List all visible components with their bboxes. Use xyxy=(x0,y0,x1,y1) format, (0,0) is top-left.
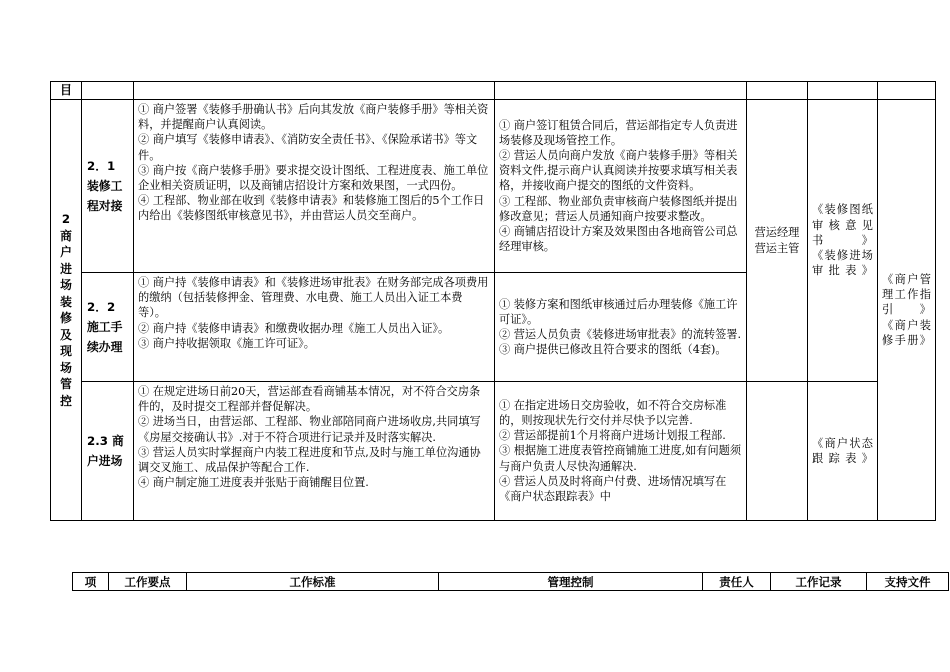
empty-cell xyxy=(134,82,495,100)
record-cell: 《装修图纸审核意见书》 《装修进场审批表》 xyxy=(808,100,878,382)
empty-cell xyxy=(82,82,134,100)
responsible-cell-empty xyxy=(747,382,808,521)
control-cell: ① 装修方案和图纸审核通过后办理装修《施工许可证》。 ② 营运人员负责《装修进场审批表》的流转签署. ③ 商户提供已修改且符合要求的图纸（4套)。 xyxy=(495,273,747,382)
next-table-header xyxy=(72,572,949,591)
empty-cell xyxy=(878,82,936,100)
empty-cell xyxy=(747,82,808,100)
header-row xyxy=(73,573,949,591)
header-col-support: 支持文件 xyxy=(867,573,949,591)
empty-cell xyxy=(495,82,747,100)
responsible-cell: 营运经理 营运主管 xyxy=(747,100,808,382)
work-key-cell: 2．1 装修工程对接 xyxy=(82,100,134,273)
header-col-responsible: 责任人 xyxy=(703,573,771,591)
standard-cell: ① 商户持《装修申请表》和《装修进场审批表》在财务部完成各项费用的缴纳（包括装修押金、管理费、水电费、施工人员出入证工本费等）。 ② 商户持《装修申请表》和缴费收据办理《施工人员出入证》。 ③ 商户持收据领取《施工许可证》。 xyxy=(134,273,495,382)
work-key-cell: 2．2 施工手续办理 xyxy=(82,273,134,382)
standard-cell: ① 商户签署《装修手册确认书》后向其发放《商户装修手册》等相关资料，并提醒商户认真阅读。 ② 商户填写《装修申请表》、《消防安全责任书》、《保险承诺书》等文件。 ③ 商户按《商户装修手册》要求提交设计图纸、工程进度表、施工单位企业相关资质证明，以及商铺店招设计方案和效果图，一式四份。 ④ 工程部、物业部在收到《装修申请表》和装修施工图后的5个工作日内给出《装修图纸审核意见书》，并由营运人员交至商户。 xyxy=(134,100,495,273)
header-col-control: 管理控制 xyxy=(439,573,703,591)
header-col-record: 工作记录 xyxy=(771,573,867,591)
header-col-item: 项 xyxy=(73,573,109,591)
header-col-standard: 工作标准 xyxy=(187,573,439,591)
header-col-key: 工作要点 xyxy=(109,573,187,591)
table-row xyxy=(51,382,936,521)
table-row xyxy=(51,100,936,273)
control-cell: ① 在指定进场日交房验收，如不符合交房标准的，则按现状先行交付并尽快予以完善. ② 营运部提前1个月将商户进场计划报工程部. ③ 根据施工进度表管控商铺施工进度,如有问题须与商户负责人尽快沟通解决. ④ 营运人员及时将商户付费、进场情况填写在《商户状态跟踪表》中 xyxy=(495,382,747,521)
table-row-top xyxy=(51,82,936,100)
work-key-cell: 2.3 商户进场 xyxy=(82,382,134,521)
empty-cell xyxy=(808,82,878,100)
control-cell: ① 商户签订租赁合同后，营运部指定专人负责进场装修及现场管控工作。 ② 营运人员向商户发放《商户装修手册》等相关资料文件,提示商户认真阅读并按要求填写相关表格，并接收商户提交的图纸的文件资料。 ③ 工程部、物业部负责审核商户装修图纸并提出修改意见；营运人员通知商户按要求整改。 ④ 商铺店招设计方案及效果图由各地商管公司总经理审核。 xyxy=(495,100,747,273)
record-cell: 《商户状态跟踪表》 xyxy=(808,382,878,521)
support-cell: 《商户管理工作指引》 《商户装修手册》 xyxy=(878,100,936,521)
standard-cell: ① 在规定进场日前20天，营运部查看商铺基本情况，对不符合交房条件的，及时提交工程部并督促解决。 ② 进场当日，由营运部、工程部、物业部陪同商户进场收房,共同填写《房屋交接确认书》.对于不符合项进行记录并及时落实解决. ③ 营运人员实时掌握商户内装工程进度和节点,及时与施工单位沟通协调交叉施工、成品保护等配合工作. ④ 商户制定施工进度表并张贴于商铺醒目位置. xyxy=(134,382,495,521)
procedure-table xyxy=(50,81,936,521)
item-cell: 2 商户进场装修及现场管控 xyxy=(51,100,82,521)
top-item-cell: 目 xyxy=(51,82,82,100)
